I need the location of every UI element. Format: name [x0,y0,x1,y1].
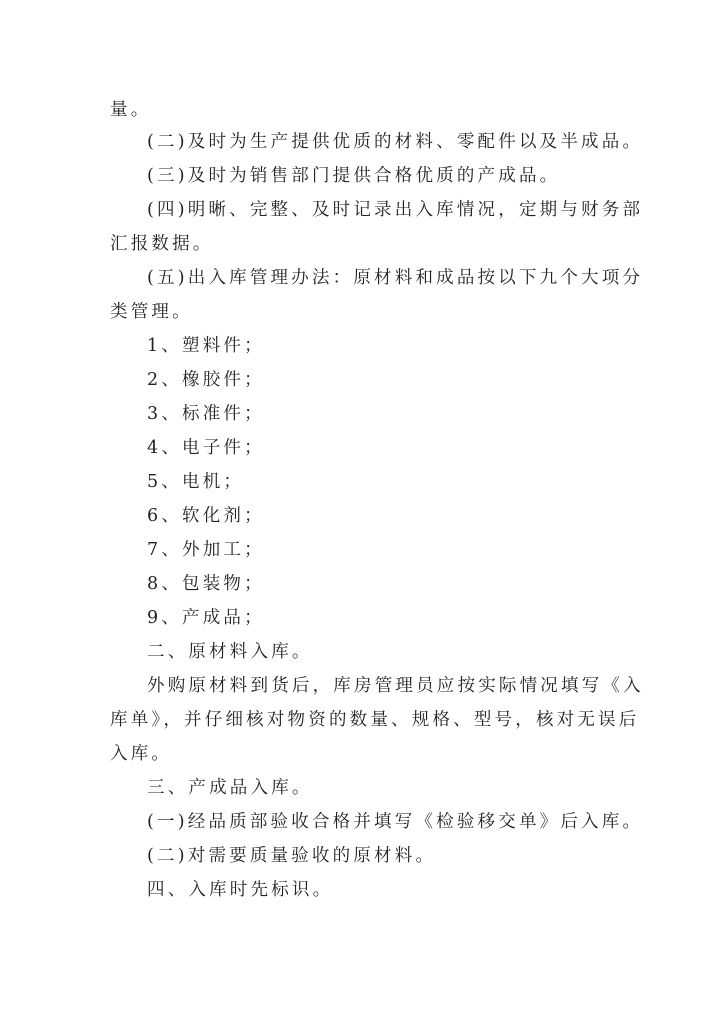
section-heading-labeling: 四、入库时先标识。 [147,880,334,900]
text-line-paragraph-cont: 库单》，并仔细核对物资的数量、规格、型号，核对无误后 [110,710,640,730]
list-item: 6、软化剂； [147,506,265,526]
text-line-item-4-cont: 汇报数据。 [110,234,214,254]
section-heading-finished-product: 三、产成品入库。 [147,778,313,798]
text-line-item-2: (二)及时为生产提供优质的材料、零配件以及半成品。 [147,132,644,152]
text-line-continuation: 量。 [110,100,152,120]
text-line-paragraph: 外购原材料到货后，库房管理员应按实际情况填写《入 [147,676,644,696]
list-item: 4、电子件； [147,438,265,458]
text-line-paragraph-cont: 入库。 [110,744,173,764]
list-item: 5、电机； [147,472,245,492]
text-line-item-1: (一)经品质部验收合格并填写《检验移交单》后入库。 [147,812,644,832]
list-item: 8、包装物； [147,574,265,594]
list-item: 7、外加工； [147,540,265,560]
text-line-item-5: (五)出入库管理办法：原材料和成品按以下九个大项分 [147,268,644,288]
list-item: 3、标准件； [147,404,265,424]
list-item: 1、塑料件； [147,336,265,356]
text-line-item-2b: (二)对需要质量验收的原材料。 [147,846,437,866]
list-item: 2、橡胶件； [147,370,265,390]
text-line-item-4: (四)明晰、完整、及时记录出入库情况，定期与财务部 [147,200,644,220]
text-line-item-3: (三)及时为销售部门提供合格优质的产成品。 [147,166,561,186]
text-line-item-5-cont: 类管理。 [110,302,193,322]
section-heading-raw-material: 二、原材料入库。 [147,642,313,662]
list-item: 9、产成品； [147,608,265,628]
